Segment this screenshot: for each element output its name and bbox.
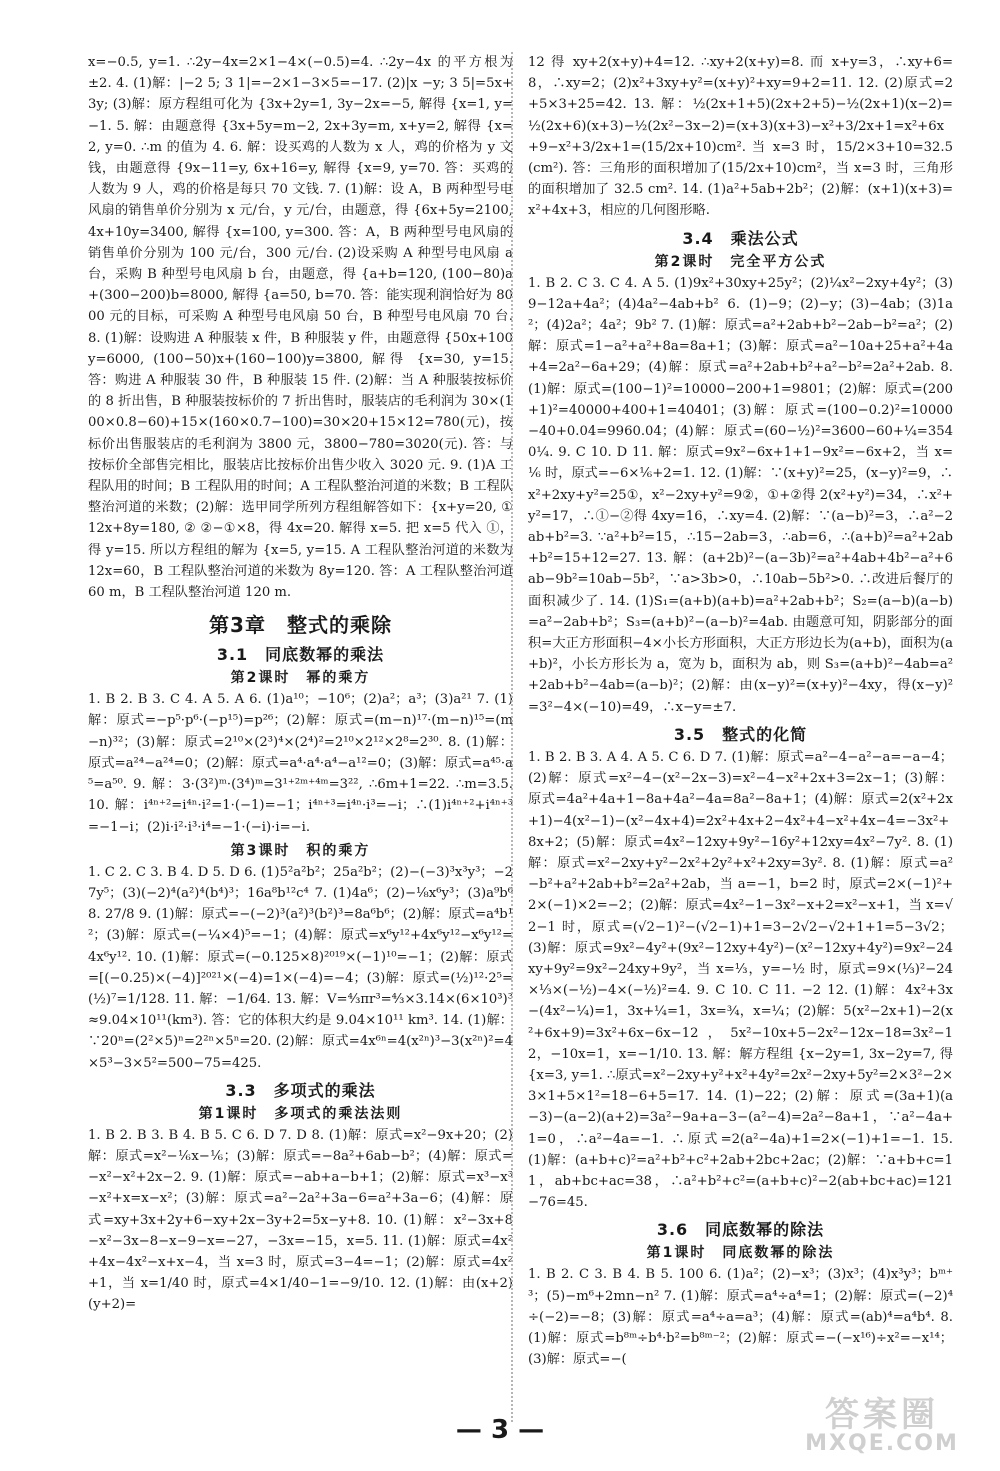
- lesson-heading: 第2课时 完全平方公式: [654, 253, 827, 270]
- left-column: [88, 52, 513, 1316]
- answer-paragraph: 1. B 2. C 3. C 4. A 5. (1)9x²+30xy+25y²；(2)¼x²−2xy+4y²；(3)9−12a+4a²；(4)4a²−4ab+b² 6. (1)−9；(2)−y；(3)−4ab；(3)1a²；(4)2a²；4a²；9b² 7. (1)解：原式=a²+2ab+b²−2ab−b²=a²；(2)解：原式=1−a²+a²+8a=8a+1；(3)解：原式=a²−10a+25+a²+4a+4=2a²−6a+29；(4)解：原式=a²+2ab+b²+a²−b²=2a²+2ab. 8. (1)解：原式=(100−1)²=10000−200+1=9801；(2)解：原式=(200+1)²=40000+400+1=40401；(3)解：原式=(100−0.2)²=10000−40+0.04=9960.04；(4)解：原式=(60−½)²=3600−60+¼=3540¼. 9. C 10. D 11. 解：原式=9x²−6x+1+1−9x²=−6x+2，当 x=⅙ 时，原式=−6×⅙+2=1. 12. (1)解：∵(x+y)²=25，(x−y)²=9，∴x²+2xy+y²=25①，x²−2xy+y²=9②，①+②得 2(x²+y²)=34，∴x²+y²=17，∴①−②得 4xy=16，∴xy=4. (2)解：∵(a−b)²=3，∴a²−2ab+b²=3. ∵a²+b²=15，∴15−2ab=3，∴ab=6，∴(a+b)²=a²+2ab+b²=15+12=27. 13. 解：(a+2b)²−(a−3b)²=a²+4ab+4b²−a²+6ab−9b²=10ab−5b²，∵a>3b>0，∴10ab−5b²>0. ∴改进后餐厅的面积减少了. 14. (1)S₁=(a+b)(a+b)=a²+2ab+b²；S₂=(a−b)(a−b)=a²−2ab+b²；S₃=(a+b)²−(a−b)²=4ab. 由题意可知，阴影部分的面积=大正方形面积−4×小长方形面积，大正方形边长为(a+b)，面积为(a+b)²，小长方形长为 a，宽为 b，面积为 ab，则 S₃=(a+b)²−4ab=a²+2ab+b²−4ab=(a−b)²；(2)解：由(x−y)²=(x+y)²−4xy，得(x−y)²=3²−4×(−10)=49，∴x−y=±7.: [528, 275, 953, 715]
- page-number: — 3 —: [455, 1415, 545, 1445]
- answer-paragraph: 1. B 2. C 3. B 4. B 5. 100 6. (1)a²；(2)−x³；(3)x³；(4)x³y³；bᵐ⁺³；(5)−m⁶+2mn−n² 7. (1)解：原式=a⁴÷a⁴=1；(2)解：原式=(−2)⁴÷(−2)=−8；(3)解：原式=a⁴÷a=a³；(4)解：原式=(ab)⁴=a⁴b⁴. 8. (1)解：原式=b⁸ᵐ÷b⁴·b²=b⁸ᵐ⁻²；(2)解：原式=−(−x¹⁶)÷x²=−x¹⁴；(3)解：原式=−(: [528, 1267, 953, 1368]
- answer-paragraph: 1. B 2. B 3. A 4. A 5. C 6. D 7. (1)解：原式=a²−4−a²−a=−a−4；(2)解：原式=x²−4−(x²−2x−3)=x²−4−x²+2x+3=2x−1；(3)解：原式=4a²+4a+1−8a+4a²−4a=8a²−8a+1；(4)解：原式=2(x²+2x+1)−4(x²−1)−(x²−4x+4)=2x²+4x+2−4x²+4−x²+4x−4=−3x²+8x+2；(5)解：原式=4x²−12xy+9y²−16y²+12xy=4x²−7y². 8. (1)解：原式=x²−2xy+y²−2x²+2y²+x²+2xy=3y². 8. (1)解：原式=a²−b²+a²+2ab+b²=2a²+2ab，当 a=−1，b=2 时，原式=2×(−1)²+2×(−1)×2=−2；(2)解：原式=4x²−1−3x²−x+2=x²−x+1，当 x=√2−1 时，原式=(√2−1)²−(√2−1)+1=3−2√2−√2+1+1=5−3√2；(3)解：原式=9x²−4y²+(9x²−12xy+4y²)−(x²−12xy+4y²)=9x²−24xy+9y²=9x²−24xy+9y²，当 x=⅓，y=−½ 时，原式=9×(⅓)²−24×⅓×(−½)−4×(−½)²=4. 9. C 10. C 11. −2 12. (1)解：4x²+3x−(4x²−¼)=1，3x+¼=1，3x=¾，x=¼；(2)解：5(x²−2x+1)−2(x²+6x+9)=3x²+6x−6x−12，5x²−10x+5−2x²−12x−18=3x²−12，−10x=1，x=−1/10. 13. 解：解方程组 {x−2y=1, 3x−2y=7, 得 {x=3, y=1. ∴原式=x²−2xy+y²+x²+4y²=2x²−2xy+5y²=2×3²−2×3×1+5×1²=18−6+5=17. 14. (1)−22；(2)解：原式=(3a+1)(a−3)−(a−2)(a+2)=3a²−9a+a−3−(a²−4)=2a²−8a+1，∵a²−4a+1=0，∴a²−4a=−1. ∴原式=2(a²−4a)+1=2×(−1)+1=−1. 15. (1)解：(a+b+c)²=a²+b²+c²+2ab+2bc+2ac；(2)解：∵a+b+c=11，ab+bc+ac=38，∴a²+b²+c²=(a+b+c)²−2(ab+bc+ac)=121−76=45.: [528, 749, 953, 1211]
- column-divider: [511, 52, 513, 1422]
- section-heading: 3.4 乘法公式: [682, 228, 799, 248]
- answer-paragraph: 1. C 2. C 3. B 4. D 5. D 6. (1)5²a²b²；25a²b²；(2)−(−3)³x³y³；−27y⁵；(3)(−2)⁴(a²)⁴(b⁴)³；16a⁸b¹²c⁴ 7. (1)4a⁶；(2)−⅛x⁶y³；(3)a⁹b⁶ 8. 27/8 9. (1)解：原式=−(−2)³(a²)³(b²)³=8a⁶b⁶；(2)解：原式=a⁴b¹²；(3)解：原式=(−¼×4)⁵=−1；(4)解：原式=x⁶y¹²+4x⁶y¹²−x⁶y¹²=4x⁶y¹². 10. (1)解：原式=(−0.125×8)²⁰¹⁹×(−1)¹⁰=−1；(2)解：原式=[(−0.25)×(−4)]²⁰²¹×(−4)=1×(−4)=−4；(3)解：原式=(½)¹²·2⁵=(½)⁷=1/128. 11. 解：−1/64. 13. 解：V=⁴⁄₃πr³=⁴⁄₃×3.14×(6×10³)³≈9.04×10¹¹(km³). 答：它的体积大约是 9.04×10¹¹ km³. 14. (1)解：∵20ⁿ=(2²×5)ⁿ=2²ⁿ×5ⁿ=20. (2)解：原式=4x⁶ⁿ=4(x²ⁿ)³−3(x²ⁿ)²=4×5³−3×5²=500−75=425.: [88, 864, 513, 1071]
- section-heading: 3.3 多项式的乘法: [225, 1080, 376, 1100]
- answer-paragraph: x=−0.5, y=1. ∴2y−4x=2×1−4×(−0.5)=4. ∴2y−4x 的平方根为±2. 4. (1)解：|−2 5; 3 1|=−2×1−3×5=−17. (2)|x −y; 3 5|=5x+3y; (3)解：原方程组可化为 {3x+2y=1, 3y−2x=−5, 解得 {x=1, y=−1. 5. 解：由题意得 {3x+5y=m−2, 2x+3y=m, x+y=2, 解得 {x=2, y=0. ∴m 的值为 4. 6. 解：设买鸡的人数为 x 人，鸡的价格为 y 文钱，由题意得 {9x−11=y, 6x+16=y, 解得 {x=9, y=70. 答：买鸡的人数为 9 人，鸡的价格是每只 70 文钱. 7. (1)解：设 A，B 两种型号电风扇的销售单价分别为 x 元/台，y 元/台，由题意，得 {6x+5y=2100, 4x+10y=3400, 解得 {x=100, y=300. 答：A，B 两种型号电风扇的销售单价分别为 100 元/台，300 元/台. (2)设采购 A 种型号电风扇 a 台，采购 B 种型号电风扇 b 台，由题意，得 {a+b=120, (100−80)a+(300−200)b=8000, 解得 {a=50, b=70. 答：能实现利润恰好为 8000 元的目标，可采购 A 种型号电风扇 50 台，B 种型号电风扇 70 台. 8. (1)解：设购进 A 种服装 x 件，B 种服装 y 件，由题意得 {50x+100y=6000, (100−50)x+(160−100)y=3800, 解得 {x=30, y=15. 答：购进 A 种服装 30 件，B 种服装 15 件. (2)解：当 A 种服装按标价的 8 折出售，B 种服装按标价的 7 折出售时，服装店的毛利润为 30×(100×0.8−60)+15×(160×0.7−100)=30×20+15×12=780(元)，按标价出售服装店的毛利润为 3800 元，3800−780=3020(元). 答：与按标价全部售完相比，服装店比按标价出售少收入 3020 元. 9. (1)A 工程队用的时间；B 工程队用的时间；A 工程队整治河道的米数；B 工程队整治河道的米数；(2)解：选甲同学所列方程组解答如下：{x+y=20, ① 12x+8y=180, ② ②−①×8，得 4x=20. 解得 x=5. 把 x=5 代入 ①，得 y=15. 所以方程组的解为 {x=5, y=15. A 工程队整治河道的米数为 12x=60，B 工程队整治河道的米数为 8y=120. 答：A 工程队整治河道 60 m，B 工程队整治河道 120 m.: [88, 55, 514, 601]
- chapter-heading: 第3章 整式的乘除: [209, 613, 392, 638]
- right-column: [528, 52, 953, 1370]
- lesson-heading: 第1课时 同底数幂的除法: [646, 1245, 835, 1262]
- watermark-logo: [782, 1397, 982, 1457]
- watermark-line-1: 答案圈: [825, 1395, 939, 1435]
- watermark-line-2: MXQE.COM: [805, 1431, 959, 1456]
- answer-paragraph: 12 得 xy+2(x+y)+4=12. ∴xy+2(x+y)=8. 而 x+y=3，∴xy+6=8，∴xy=2；(2)x²+3xy+y²=(x+y)²+xy=9+2=11. 12. (2)原式=2+5×3+25=42. 13. 解：½(2x+1+5)(2x+2+5)−½(2x+1)(x−2)=½(2x+6)(x+3)−½(2x²−3x−2)=(x+3)(x+3)−x²+3/2x+1=x²+6x+9−x²+3/2x+1=(15/2x+10)cm². 当 x=3 时，15/2×3+10=32.5(cm²). 答：三角形的面积增加了(15/2x+10)cm²，当 x=3 时，三角形的面积增加了 32.5 cm². 14. (1)a²+5ab+2b²；(2)解：(x+1)(x+3)=x²+4x+3，相应的几何图形略.: [528, 55, 953, 219]
- answer-paragraph: 1. B 2. B 3. B 4. B 5. C 6. D 7. D 8. (1)解：原式=x²−9x+20；(2)解：原式=x²−⅙x−⅙；(3)解：原式=−8a²+6ab−b²；(4)解：原式=−x²−x²+2x−2. 9. (1)解：原式=−ab+a−b+1；(2)解：原式=x³−x³−x²+x=x−x²；(3)解：原式=a²−2a²+3a−6=a²+3a−6；(4)解：原式=xy+3x+2y+6−xy+2x−3y+2=5x−y+8. 10. (1)解：x²−3x+8−x²−3x−8−x−9−x=−27，−3x=−15，x=5. 11. (1)解：原式=4x²+4x−4x²−x+x−4，当 x=3 时，原式=3−4=−1；(2)解：原式=4x²+1，当 x=1/40 时，原式=4×1/40−1=−9/10. 12. (1)解：由(x+2)(y+2)=: [88, 1127, 513, 1313]
- lesson-heading: 第1课时 多项式的乘法法则: [198, 1105, 403, 1122]
- answer-paragraph: 1. B 2. B 3. C 4. A 5. A 6. (1)a¹⁰；−10⁶；(2)a²；a³；(3)a²¹ 7. (1)解：原式=−p⁵·p⁶·(−p¹⁵)=p²⁶；(2)解：原式=(m−n)¹⁷·(m−n)¹⁵=(m−n)³²；(3)解：原式=2¹⁰×(2³)⁴×(2⁴)²=2¹⁰×2¹²×2⁸=2³⁰. 8. (1)解：原式=a²⁴−a²⁴=0；(2)解：原式=a⁴·a⁴·a⁴−a¹²=0；(3)解：原式=a⁴⁵·a⁵=a⁵⁰. 9. 解：3·(3²)ᵐ·(3⁴)ᵐ=3¹⁺²ᵐ⁺⁴ᵐ=3²², ∴6m+1=22. ∴m=3.5. 10. 解：i⁴ⁿ⁺²=i⁴ⁿ·i²=1·(−1)=−1；i⁴ⁿ⁺³=i⁴ⁿ·i³=−i；∴(1)i⁴ⁿ⁺²+i⁴ⁿ⁺³=−1−i；(2)i·i²·i³·i⁴=−1·(−i)·i=−i.: [88, 692, 513, 835]
- lesson-heading: 第2课时 幂的乘方: [230, 670, 371, 687]
- lesson-heading: 第3课时 积的乘方: [230, 842, 371, 859]
- section-heading: 3.5 整式的化简: [673, 724, 808, 744]
- section-heading: 3.1 同底数幂的乘法: [216, 645, 385, 665]
- section-heading: 3.6 同底数幂的除法: [656, 1220, 825, 1240]
